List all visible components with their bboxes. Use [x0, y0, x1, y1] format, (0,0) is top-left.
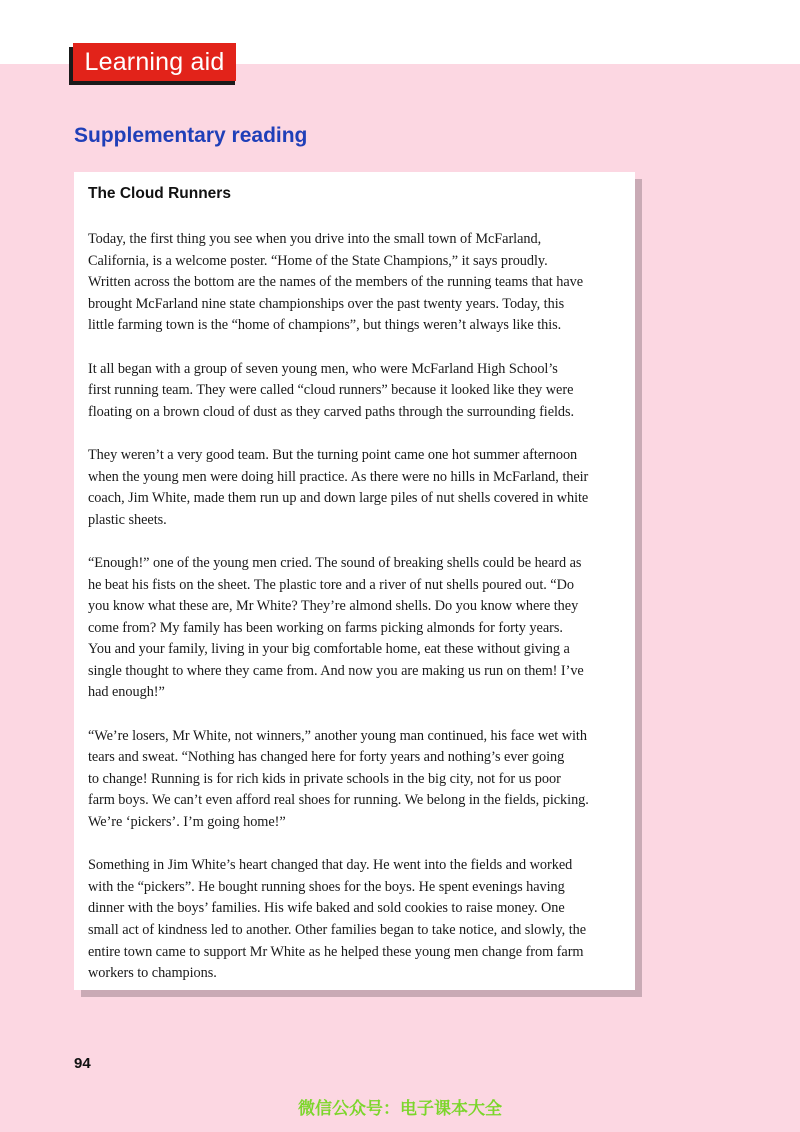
paragraph: “We’re losers, Mr White, not winners,” another young man continued, his face wet with tears and sweat. “Nothing has changed here for forty years and nothing’s ever going to change! Running is for rich kids in private schools in the big city, not for us poor farm boys. We can’t even afford real shoes for running. We belong in the fields, picking. We’re ‘pickers’. I’m going home!”	[88, 727, 589, 831]
reading-card	[74, 172, 635, 990]
paragraph: They weren’t a very good team. But the turning point came one hot summer afternoon when the young men were doing hill practice. As there were no hills in McFarland, their coach, Jim White, made them run up and down large piles of nut shells covered in white plastic sheets.	[88, 446, 589, 528]
watermark-text: 微信公众号：电子课本大全	[298, 1099, 502, 1119]
paragraph: It all began with a group of seven young men, who were McFarland High School’s first running team. They were called “cloud runners” because it looked like they were floating on a brown cloud of dust as they carved paths through the surrounding fields.	[88, 360, 575, 420]
learning-aid-tag: Learning aid	[73, 43, 236, 81]
paragraph: Today, the first thing you see when you drive into the small town of McFarland, California, is a welcome poster. “Home of the State Champions,” it says proudly. Written across the bottom are the names of the members of the running teams that have brought McFarland nine state championships over the past twenty years. Today, this little farming town is the “home of champions”, but things weren’t always like this.	[88, 231, 584, 334]
page-number: 94	[74, 1055, 91, 1072]
section-title: Supplementary reading	[74, 124, 308, 147]
paragraph: Something in Jim White’s heart changed that day. He went into the fields and worked with the “pickers”. He bought running shoes for the boys. He spent evenings having dinner with the boys’ families. His wife baked and sold cookies to raise money. One small act of kindness led to another. Other families began to take notice, and slowly, the entire town came to support Mr White as he helped these young men change from farm workers to champions.	[88, 857, 587, 982]
story-title: The Cloud Runners	[88, 185, 231, 202]
paragraph: “Enough!” one of the young men cried. The sound of breaking shells could be heard as he beat his fists on the sheet. The plastic tore and a river of nut shells poured out. “Do you know what these are, Mr White? They’re almond shells. Do you know where they come from? My family has been working on farms picking almonds for forty years. You and your family, living in your big comfortable home, eat these without giving a single thought to where they came from. And now you are making us run on them! I’ve had enough!”	[88, 554, 584, 701]
